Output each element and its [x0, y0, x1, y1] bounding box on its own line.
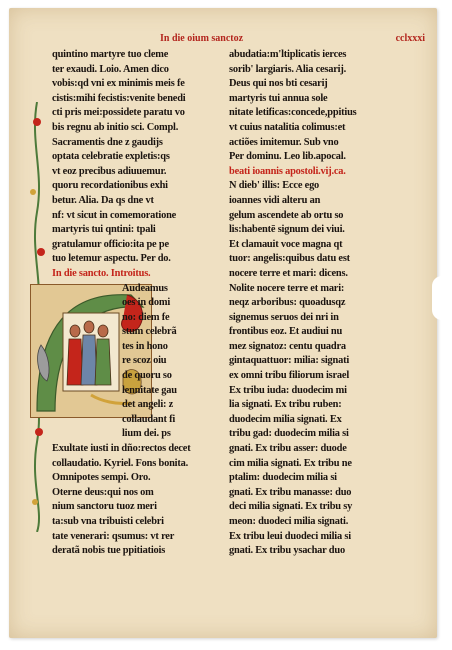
text-line: cistis:mihi fecistis:venite benedi — [52, 92, 186, 104]
text-line: quoru recordationibus exhi — [52, 180, 168, 192]
text-line: martyris tui qntini: tpali — [52, 224, 156, 236]
text-line: gelum ascendete ab ortu so — [229, 209, 344, 221]
text-line: de quoru so — [122, 370, 172, 382]
text-line: beati ioannis apostoli.vij.ca. — [229, 165, 346, 177]
text-line: tuor: angelis:quibus datu est — [229, 253, 350, 265]
text-line: Ex tribu leui duodeci milia si — [229, 530, 351, 542]
text-line: actiões imitemur. Sub vno — [229, 136, 339, 148]
text-line: det angeli: z — [122, 399, 174, 411]
text-line: collaudatio. Kyriel. Fons bonita. — [52, 457, 188, 469]
text-line: oes in domi — [122, 297, 171, 309]
text-line: deci milia signati. Ex tribu sy — [229, 501, 353, 513]
text-line: lia signati. Ex tribu ruben: — [229, 399, 342, 411]
text-line: martyris tui annua sole — [229, 92, 328, 104]
text-line: cti pris mei:possidete paratu vo — [52, 107, 185, 119]
text-line: quintino martyre tuo cleme — [52, 49, 169, 60]
text-line: lium dei. ps — [122, 428, 171, 440]
text-line: frontibus eoz. Et audiui nu — [229, 326, 343, 338]
text-line: Exultate iusti in dño:rectos decet — [52, 443, 191, 455]
text-line: N dieb' illis: Ecce ego — [229, 180, 320, 192]
text-column-right — [229, 48, 394, 584]
text-line: deratã nobis tue ppitiatiois — [52, 545, 166, 557]
text-line: tribu gad: duodecim milia si — [229, 428, 349, 440]
text-line: ptalim: duodecim milia si — [229, 472, 337, 484]
text-line: vt eoz precibus adiuuemur. — [52, 165, 167, 177]
text-line: lennitate gau — [122, 384, 177, 396]
text-line: re scoz oiu — [122, 355, 167, 367]
page-header — [150, 33, 425, 47]
text-column-left — [52, 48, 214, 584]
text-line: collaudant fi — [122, 413, 176, 425]
text-line: vt cuius natalitia colimus:et — [229, 121, 346, 133]
text-line: signemus seruos dei nri in — [229, 311, 339, 323]
text-line: lis:habentē signum dei viui. — [229, 224, 345, 236]
folio-number: cclxxxi — [395, 33, 425, 44]
text-line: tes in hono — [122, 340, 168, 352]
text-line: ioannes vidi alteru an — [229, 194, 321, 206]
text-line: nitate letificas:concede,ppitius — [229, 107, 357, 119]
edge-notch — [432, 276, 442, 320]
text-line: stum celebrã — [122, 326, 177, 338]
text-line: mez signatoz: centu quadra — [229, 340, 346, 352]
text-line: neqz arboribus: quoadusqz — [229, 297, 346, 309]
text-line: bis regnu ab initio sci. Compl. — [52, 121, 179, 133]
text-line: ta:sub vna tribuisti celebri — [52, 516, 164, 527]
text-line: Sacramentis dne z gaudijs — [52, 136, 163, 148]
text-line: ex omni tribu filiorum israel — [229, 370, 350, 382]
text-line: nf: vt sicut in comemoratione — [52, 209, 177, 221]
text-line: gnati. Ex tribu asser: duode — [229, 443, 347, 455]
text-line: Ex tribu iuda: duodecim mi — [229, 384, 347, 396]
text-line: nocere terre et mari: dicens. — [229, 267, 348, 279]
text-line: ter exaudi. Loio. Amen dico — [52, 63, 169, 75]
text-line: cim milia signati. Ex tribu ne — [229, 457, 352, 469]
running-title: In die oium sanctoz — [160, 33, 244, 44]
text-line: Omnipotes sempi. Oro. — [52, 472, 151, 484]
text-line: Oterne deus:qui nos om — [52, 486, 154, 498]
text-line: abudatia:m'ltiplicatis ierces — [229, 49, 347, 60]
text-line: sorib' largiaris. Alia cesarij. — [229, 63, 347, 75]
text-line: In die sancto. Introitus. — [52, 267, 151, 279]
text-line: Et clamauit voce magna qt — [229, 238, 343, 250]
text-line: gnati. Ex tribu manasse: duo — [229, 486, 352, 498]
text-line: Nolite nocere terre et mari: — [229, 282, 345, 294]
text-line: meon: duodeci milia signati. — [229, 516, 349, 527]
text-line: optata celebratie expletis:qs — [52, 151, 170, 163]
text-line: vobis:qd vni ex minimis meis fe — [52, 78, 185, 90]
text-line: gratulamur officio:ita pe pe — [52, 238, 169, 250]
text-line: duodecim milia signati. Ex — [229, 413, 342, 425]
text-line: gnati. Ex tribu ysachar duo — [229, 545, 345, 557]
text-line: nium sanctoru tuoz meri — [52, 501, 157, 513]
text-line: Audeamus — [122, 282, 168, 294]
text-line: betur. Alia. Da qs dne vt — [52, 194, 154, 206]
text-line: gintaquattuor: milia: signati — [229, 355, 350, 367]
text-line: tate venerari: qsumus: vt rer — [52, 530, 175, 542]
text-line: Deus qui nos bti cesarij — [229, 78, 328, 90]
text-line: no: diem fe — [122, 311, 170, 323]
text-line: tuo letemur aspectu. Per do. — [52, 253, 171, 265]
text-line: Per dominu. Leo lib.apocal. — [229, 151, 346, 163]
